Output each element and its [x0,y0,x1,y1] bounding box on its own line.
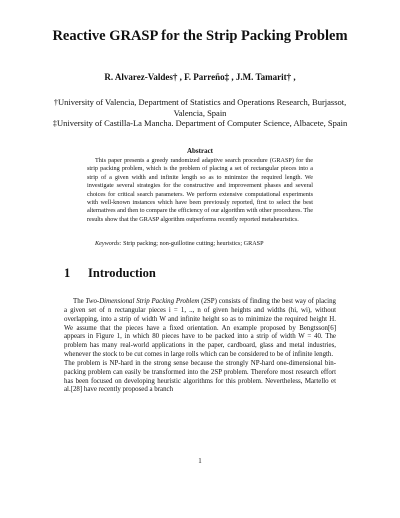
affiliation-valencia: †University of Valencia, Department of Statistics and Operations Research, Burjassot, Valencia, Spain [53,97,347,118]
affiliations [40,97,360,129]
keywords-label: Keywords: [95,240,122,247]
body-text [64,298,336,395]
affiliation-castilla: ‡University of Castilla-La Mancha. Department of Computer Science, Albacete, Spain [52,118,348,128]
paper-title: Reactive GRASP for the Strip Packing Problem [52,28,348,44]
paragraph-1-rest: (2SP) consists of finding the best way of placing a given set of n rectangular pieces i = 1, .., n of given heights and widths (hi, wi), without overlapping, into a strip of width W and infinite height so as to minimize the required height H. We assume that the pieces have a fixed orientation. An example proposed by Bengtsson[6] appears in Figure 1, in which 80 pieces have to be packed into a strip of width W = 40. The problem has many real-world applications in the paper, cardboard, glass and metal industries, whenever the stock to be cut comes in large rolls which can be considered to be of infinite length. [64,298,336,359]
section-heading [64,266,156,281]
paragraph-1 [64,298,336,360]
abstract-heading: Abstract [186,147,214,155]
paragraph-1-lead: The [73,298,86,305]
abstract-text: This paper presents a greedy randomized adaptive search procedure (GRASP) for the strip packing problem, which is the problem of placing a set of rectangular pieces into a strip of a given width and infinite length so as to minimize the required length. We investigate several strategies for the constructive and improvement phases and several choices for critical search parameters. We perform extensive computational experiments with well-known instances which have been previously reported, first to select the best alternatives and then to compare the efficiency of our algorithm with other procedures. The results show that the GRASP algorithm outperforms recently reported metaheuristics. [87,157,313,223]
paragraph-1-term: Two-Dimensional Strip Packing Problem [85,298,200,305]
author-list: R. Alvarez-Valdes† , F. Parreño‡ , J.M. Tamarit† , [104,72,296,82]
paragraph-2: The problem is NP-hard in the strong sense because the strongly NP-hard one-dimensional bin-packing problem can easily be transformed into the 2SP problem. Therefore most research effort has been focused on developing heuristic algorithms for this problem. Nevertheless, Martello et al.[28] have recently proposed a branch [64,359,336,394]
page-number: 1 [198,458,202,465]
section-number: 1 [64,266,71,280]
section-title: Introduction [88,266,156,280]
keywords [87,240,313,248]
keywords-list: Strip packing; non-guillotine cutting; heuristics; GRASP [123,240,264,247]
